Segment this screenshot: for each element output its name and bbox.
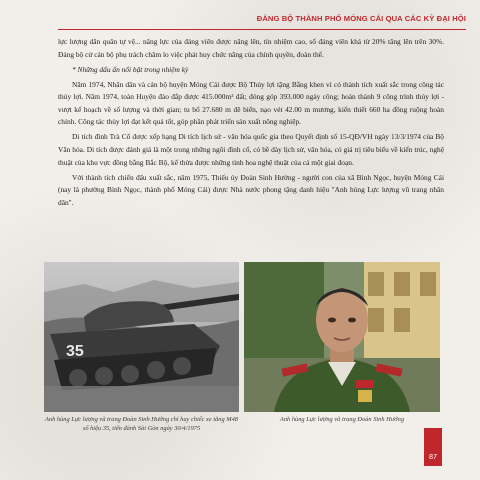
tank-number: 35 [66,343,84,360]
article-body [58,36,444,212]
hero-portrait-photo [244,262,440,412]
portrait-photo-caption: Anh hùng Lực lượng vũ trang Đoàn Sinh Hưởng [279,416,405,423]
page-header: ĐẢNG BỘ THÀNH PHỐ MÓNG CÁI QUA CÁC KỲ ĐẠI HỘI [256,14,466,23]
page-number-badge [424,428,442,466]
header-rule [58,29,466,30]
paragraph-2: Năm 1974, Nhân dân và cán bộ huyện Móng Cái được Bộ Thủy lợi tặng Bằng khen vì có thành tích xuất sắc trong công tác thủy lợi. Năm 1974, toàn Huyện đào đắp được 415.000m³ đất; đóng góp 393.000 ngày công; hoàn thành 9 công trình thủy lợi - vượt kế hoạch về số lượng và thời gian; tu bổ 27.680 m đê biển, nạo vét 42.00 m mương, kiến thiết 660 ha đồng ruộng hoàn chỉnh. Công tác thủy lợi đạt kết quả tốt, góp phần phát triển sản xuất nông nghiệp. [58,79,444,127]
tank-photo-caption: Anh hùng Lực lượng vũ trang Đoàn Sinh Hưởng chỉ huy chiếc xe tăng M48 số hiệu 35, tiến đánh Sài Gòn ngày 30/4/1975 [45,416,238,432]
paragraph-3: Di tích đình Trà Cổ được xếp hạng Di tích lịch sử - văn hóa quốc gia theo Quyết định số 15-QĐ/VH ngày 13/3/1974 của Bộ Văn hóa. Di tích được đánh giá là một trong những ngôi đình cổ, có bề dày lịch sử, văn hóa, có giá trị tiêu biểu về kiến trúc, nghệ thuật của khu vực đồng bằng Bắc Bộ, kế thừa được những tinh hoa nghệ thuật của cả một giai đoạn. [58,132,444,167]
paragraph-4: Với thành tích chiến đấu xuất sắc, năm 1975, Thiếu úy Đoàn Sinh Hưởng - người con của xã Bình Ngọc, huyện Móng Cái (nay là phường Bình Ngọc, thành phố Móng Cái) được Nhà nước phong tặng danh hiệu "Anh hùng Lực lượng vũ trang nhân dân". [58,172,444,207]
section-subheading: * Những dấu ấn nổi bật trong nhiệm kỳ [72,64,189,74]
paragraph-1: lực lượng dân quân tự vệ... nâng lực của đảng viên được nâng lên, tín nhiệm cao, số đảng viên khá từ 20% tăng lên trên 30%. Đảng bộ cử cán bộ phụ trách chăm lo việc phát huy chức năng của chính quyền, đoàn thể. [58,37,444,59]
page-number: 87 [429,452,437,461]
tank-photo [44,262,239,412]
